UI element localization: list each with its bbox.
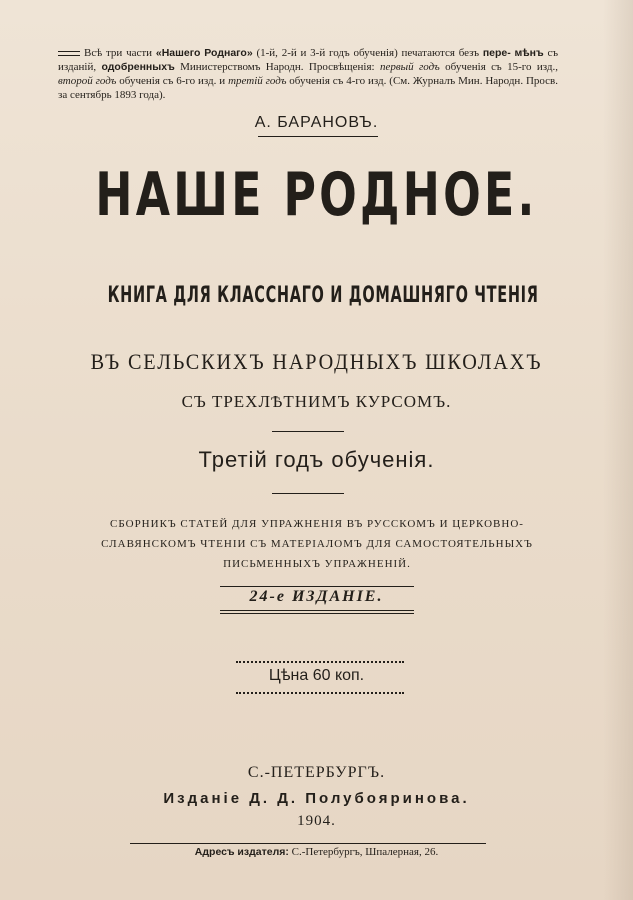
notice-approved: одобренныхъ — [101, 61, 175, 73]
address-value: С.-Петербургъ, Шпалерная, 26. — [291, 846, 439, 858]
notice-text: пере- — [482, 47, 511, 59]
edition-rule — [220, 586, 414, 587]
address-rule — [130, 843, 486, 844]
author-rule — [258, 136, 378, 137]
collection-description: СБОРНИКЪ СТАТЕЙ ДЛЯ УПРАЖНЕНІЯ ВЪ РУССКОМЪ И ЦЕРКОВНО-СЛАВЯНСКОМЪ ЧТЕНІИ СЪ МАТЕРІАЛОМЪ ДЛЯ САМОСТОЯТЕЛЬНЫХЪ ПИСЬМЕННЫХЪ УПРАЖНЕНІЙ. — [101, 518, 533, 570]
notice-text: съ изданій, — [58, 47, 559, 73]
notice-text: (1-й, 2-й и 3-й годъ обученія) печатаются безъ — [256, 47, 480, 59]
approval-notice — [58, 46, 558, 102]
notice-second-year: второй годъ — [58, 75, 117, 87]
notice-text: обученія съ 4-го изд. (См. Журналъ Мин. Народн. Просв. за сентябрь 1893 года). — [58, 75, 559, 101]
notice-first-year: первый годъ — [379, 61, 440, 73]
edition-rule — [220, 613, 414, 614]
subtitle-line-schools: ВЪ СЕЛЬСКИХЪ НАРОДНЫХЪ ШКОЛАХЪ — [90, 349, 543, 374]
price-rule — [236, 692, 404, 694]
publisher: Изданіе Д. Д. Полубояринова. — [163, 790, 470, 807]
subtitle-line-course: СЪ ТРЕХЛѢТНИМЪ КУРСОМЪ. — [181, 392, 452, 411]
year-of-study: Третій годъ обученія. — [198, 447, 435, 472]
edition-rule — [220, 610, 414, 611]
price: Цѣна 60 коп. — [268, 667, 365, 684]
book-title: НАШЕ РОДНОЕ. — [95, 160, 538, 230]
notice-text: Министерствомъ Народн. Просвѣщенія: — [180, 61, 375, 73]
notice-text: обученія съ 15-го изд., — [445, 61, 559, 73]
notice-book-name: «Нашего Роднаго» — [155, 47, 253, 59]
author: А. БАРАНОВЪ. — [254, 114, 379, 131]
publication-city: С.-ПЕТЕРБУРГЪ. — [247, 764, 386, 781]
notice-dash — [58, 51, 80, 56]
notice-text: обученія съ 6-го изд. и — [119, 75, 226, 87]
notice-third-year: третій годъ — [228, 75, 287, 87]
subtitle: КНИГА ДЛЯ КЛАССНАГО И ДОМАШНЯГО ЧТЕНІЯ — [107, 283, 539, 308]
notice-text: Всѣ три части — [84, 47, 153, 59]
price-rule — [236, 661, 404, 663]
publisher-address — [0, 846, 633, 858]
edition: 24-е ИЗДАНІЕ. — [249, 588, 384, 605]
notice-text: мѣнъ — [514, 47, 544, 59]
divider — [272, 493, 344, 494]
address-label: Адресъ издателя: — [194, 846, 289, 858]
divider — [272, 431, 344, 432]
publication-year: 1904. — [297, 813, 336, 829]
